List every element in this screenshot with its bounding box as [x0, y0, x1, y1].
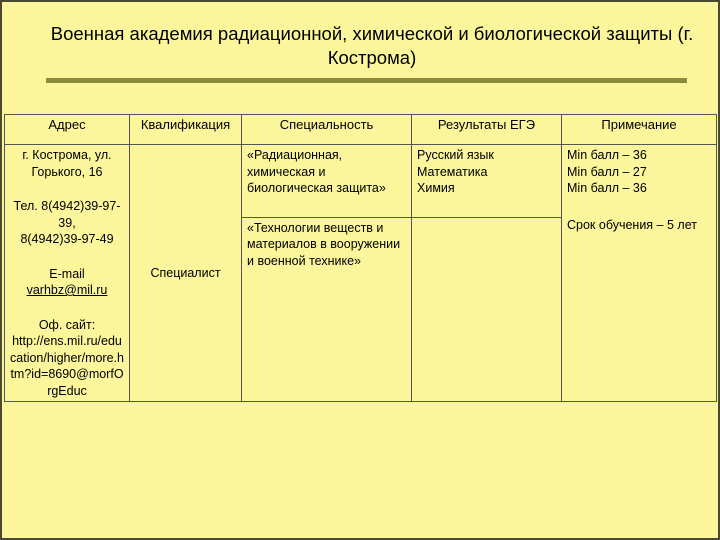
title-divider	[46, 78, 687, 83]
email-label: E-mail	[49, 266, 85, 281]
specialty-cell-1: «Радиационная, химическая и биологическая защита»	[242, 145, 412, 218]
page-title: Военная академия радиационной, химической и биологической защиты (г. Кострома)	[50, 23, 694, 68]
ege-subject: Химия	[417, 181, 455, 195]
address-cell	[5, 145, 130, 402]
min-score: Min балл – 27	[567, 164, 647, 179]
note-cell	[562, 145, 717, 402]
header-ege: Результаты ЕГЭ	[412, 115, 562, 145]
phone-1: Тел. 8(4942)39-97-39,	[13, 199, 121, 230]
study-duration: Срок обучения – 5 лет	[567, 217, 697, 232]
table-row	[5, 145, 717, 218]
address-street: г. Кострома, ул. Горького, 16	[22, 148, 112, 179]
academy-table	[4, 114, 717, 402]
table-header-row	[5, 115, 717, 145]
specialty-cell-2: «Технологии веществ и материалов в вооружении и военной технике»	[242, 217, 412, 401]
phone-2: 8(4942)39-97-49	[20, 232, 114, 246]
header-qualification: Квалификация	[130, 115, 242, 145]
ege-cell-empty	[412, 217, 562, 401]
min-score: Min балл – 36	[567, 148, 647, 162]
ege-subject: Русский язык	[417, 148, 494, 162]
header-note: Примечание	[562, 115, 717, 145]
site-link[interactable]: http://ens.mil.ru/education/higher/more.htm?id=8690@morfOrgEduc	[10, 334, 124, 398]
ege-cell	[412, 145, 562, 218]
header-specialty: Специальность	[242, 115, 412, 145]
ege-subject: Математика	[417, 164, 488, 179]
header-address: Адрес	[5, 115, 130, 145]
email-link[interactable]: varhbz@mil.ru	[26, 283, 108, 297]
min-score: Min балл – 36	[567, 181, 647, 195]
site-label: Оф. сайт:	[38, 317, 96, 332]
qualification-cell: Специалист	[130, 145, 242, 402]
